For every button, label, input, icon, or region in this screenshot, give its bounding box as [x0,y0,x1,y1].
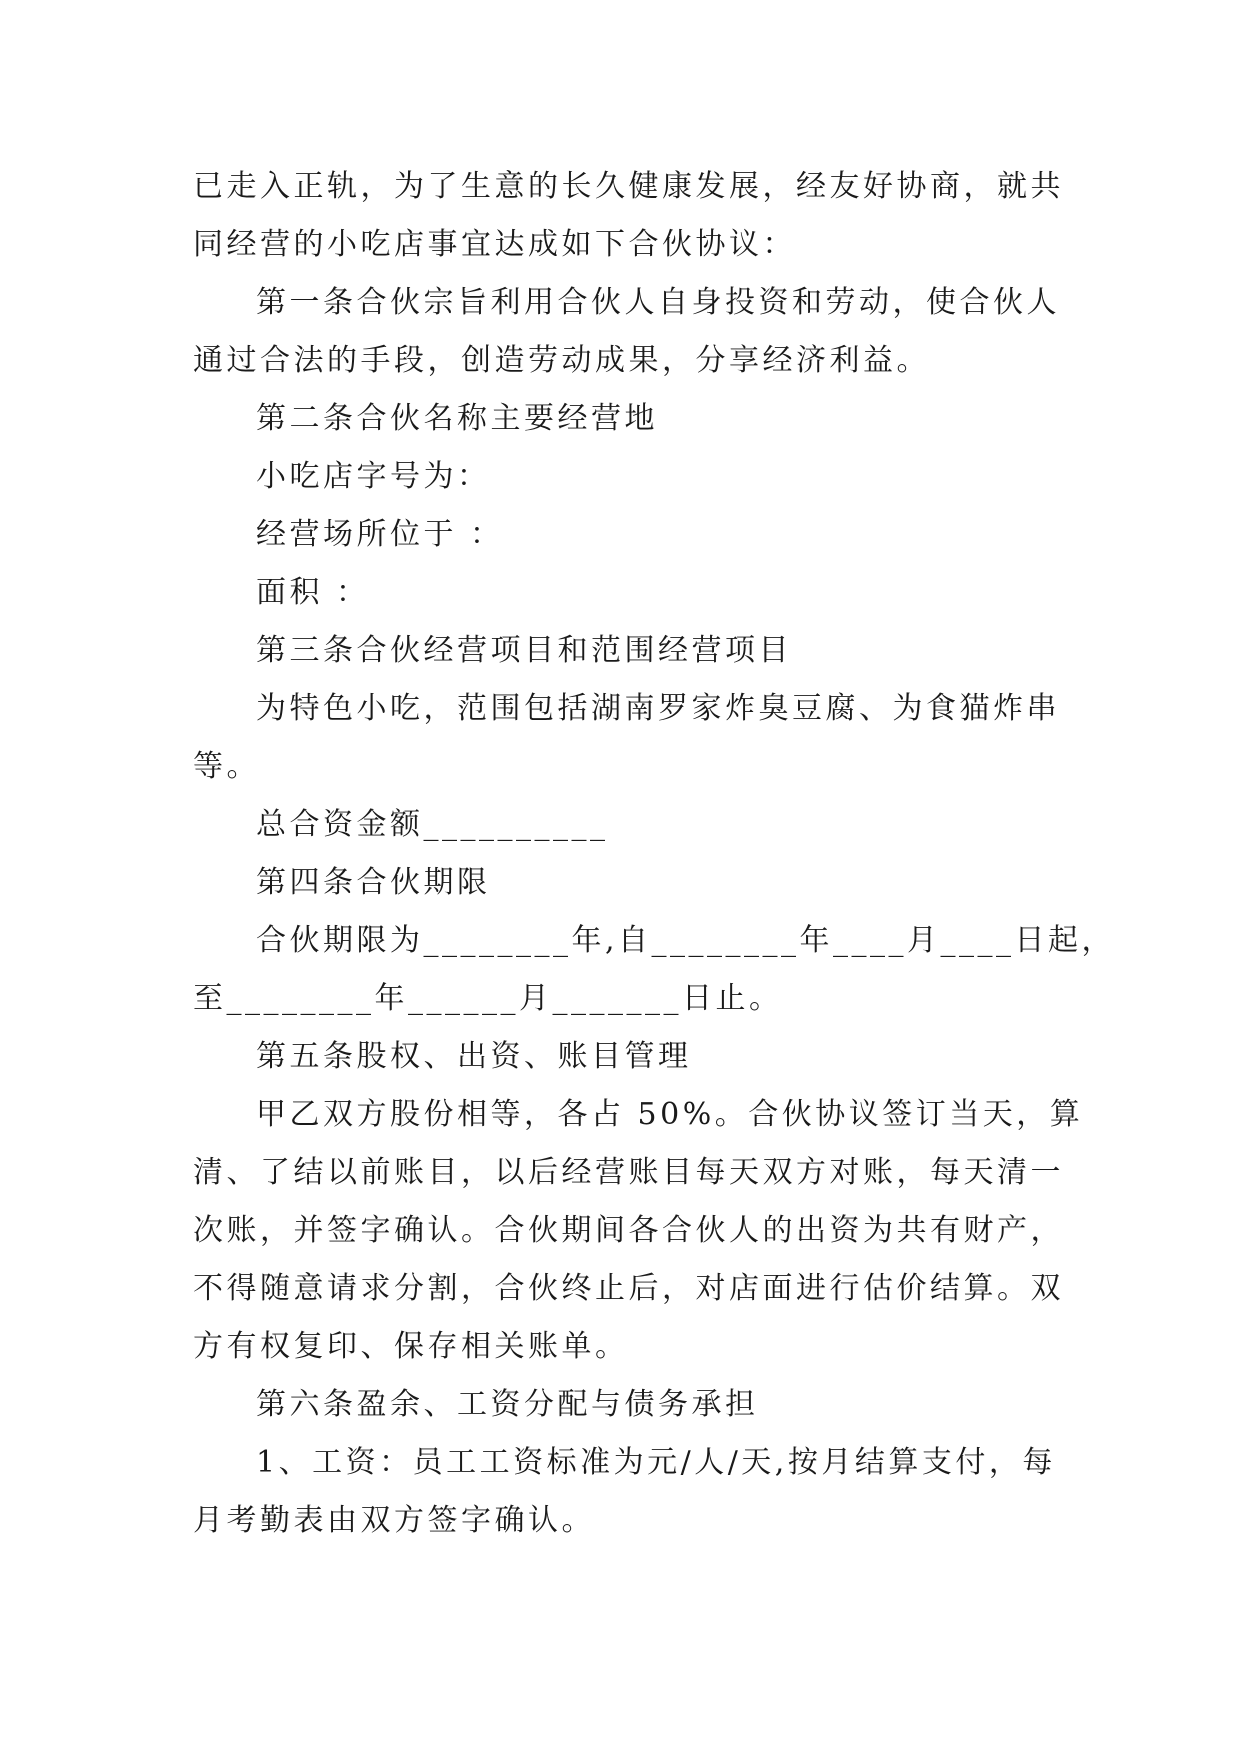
text-line: 甲乙双方股份相等，各占 50%。合伙协议签订当天，算 [256,1097,1084,1132]
text-line: 不得随意请求分割，合伙终止后，对店面进行估价结算。双 [193,1271,1064,1306]
shop-name-field: 小吃店字号为： [256,459,491,494]
article-6-heading: 第六条盈余、工资分配与债务承担 [256,1387,759,1422]
text-line: 1、工资：员工工资标准为元/人/天,按月结算支付，每 [256,1445,1056,1480]
article-2-heading: 第二条合伙名称主要经营地 [256,401,658,436]
text-line: 月考勤表由双方签字确认。 [193,1503,595,1538]
text-line: 同经营的小吃店事宜达成如下合伙协议： [193,227,796,262]
article-4-heading: 第四条合伙期限 [256,865,491,900]
shop-area-field: 面积 ： [256,575,370,610]
article-1-heading: 第一条合伙宗旨利用合伙人自身投资和劳动，使合伙人 [256,285,1060,320]
text-line: 为特色小吃，范围包括湖南罗家炸臭豆腐、为食猫炸串 [256,691,1060,726]
article-3-heading: 第三条合伙经营项目和范围经营项目 [256,633,792,668]
shop-location-field: 经营场所位于 ： [256,517,504,552]
total-capital-field: 总合资金额__________ [256,807,609,842]
document-body [193,158,1116,1550]
text-line: 等。 [193,749,260,784]
text-line: 次账，并签字确认。合伙期间各合伙人的出资为共有财产， [193,1213,1064,1248]
text-line: 清、了结以前账目，以后经营账目每天双方对账，每天清一 [193,1155,1064,1190]
article-5-heading: 第五条股权、出资、账目管理 [256,1039,692,1074]
text-line: 通过合法的手段，创造劳动成果，分享经济利益。 [193,343,930,378]
term-field: 合伙期限为________年,自________年____月____日起， [256,923,1116,958]
text-line: 方有权复印、保存相关账单。 [193,1329,629,1364]
term-end-field: 至________年______月_______日止。 [193,981,783,1016]
text-line: 已走入正轨，为了生意的长久健康发展，经友好协商，就共 [193,169,1064,204]
